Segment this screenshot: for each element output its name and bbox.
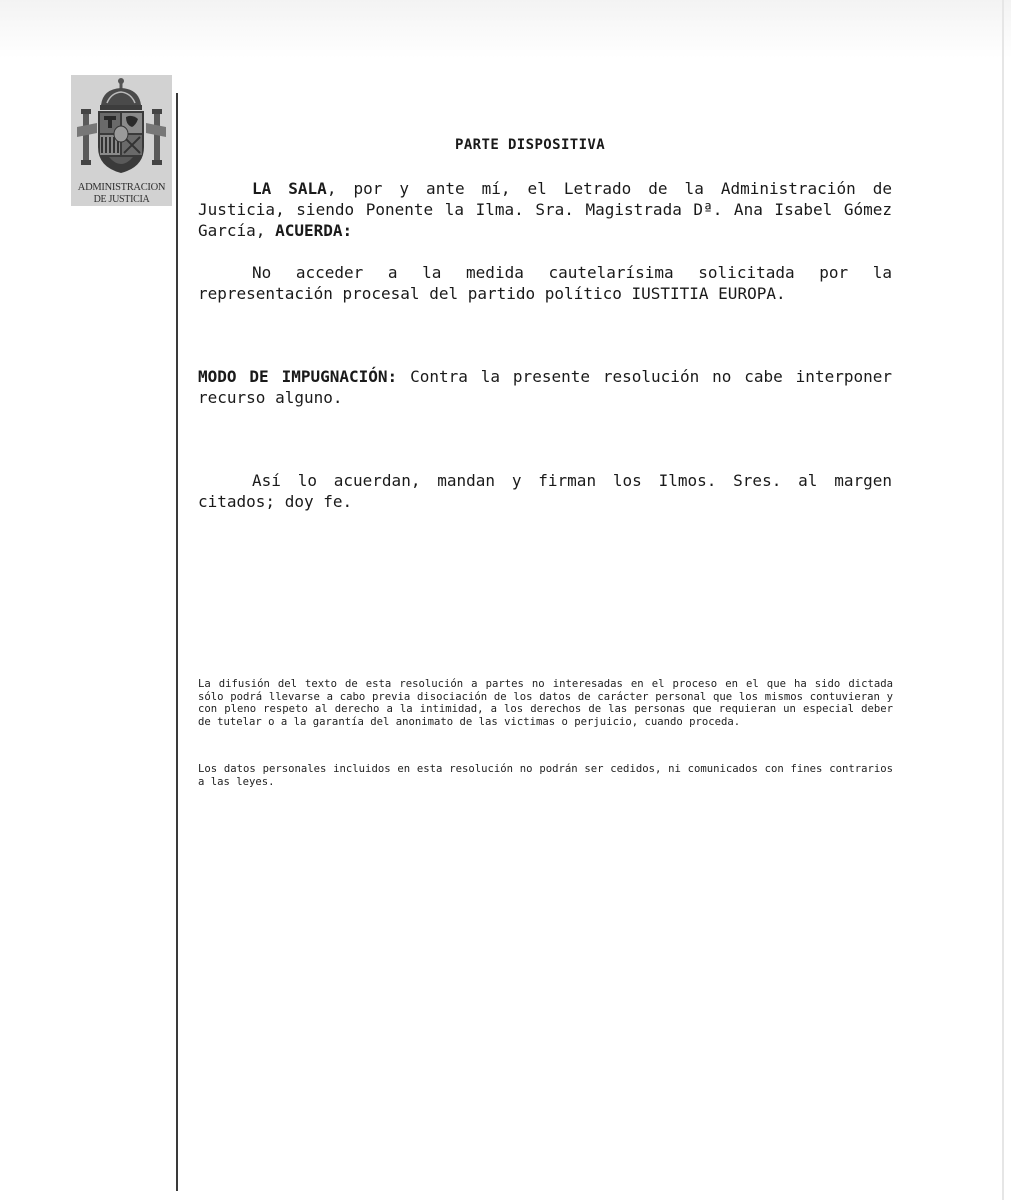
acuerda-label: ACUERDA:	[275, 221, 353, 240]
page-right-edge	[1002, 0, 1004, 1200]
privacy-note: La difusión del texto de esta resolución a partes no interesadas en el proceso en el que ha sido dictada sólo podrá llevarse a cabo previa disociación de los datos de carácter personal que los mismos contuvieran y con pleno respeto al derecho a la intimidad, a los derechos de las personas que requieran un especial deber de tutelar o a la garantía del anonimato de las victimas o perjuicio, cuando proceda.	[198, 678, 893, 729]
sala-label: LA SALA	[252, 179, 327, 198]
logo-line-2: DE JUSTICIA	[93, 194, 150, 205]
appeal-paragraph	[198, 366, 892, 408]
document-title: PARTE DISPOSITIVA	[455, 137, 606, 153]
sala-text: , por y ante mí, el Letrado de la Administración de Justicia, siendo Ponente la Ilma. Sra. Magistrada Dª. Ana Isabel Gómez García,	[198, 179, 892, 240]
margin-rule	[176, 93, 178, 1191]
logo-line-1: ADMINISTRACION	[77, 182, 166, 193]
justice-administration-logo	[71, 75, 172, 206]
coat-of-arms-icon	[71, 75, 172, 181]
appeal-text: Contra la presente resolución no cabe interponer recurso alguno.	[198, 367, 893, 407]
data-protection-note: Los datos personales incluidos en esta resolución no podrán ser cedidos, ni comunicados con fines contrarios a las leyes.	[198, 763, 893, 788]
appeal-label: MODO DE IMPUGNACIÓN:	[198, 367, 398, 386]
decision-paragraph: No acceder a la medida cautelarísima solicitada por la representación procesal del partido político IUSTITIA EUROPA.	[198, 263, 892, 303]
scan-top-shade	[0, 0, 1011, 58]
resolution-paragraph	[198, 178, 892, 241]
signature-paragraph: Así lo acuerdan, mandan y firman los Ilmos. Sres. al margen citados; doy fe.	[198, 471, 892, 511]
